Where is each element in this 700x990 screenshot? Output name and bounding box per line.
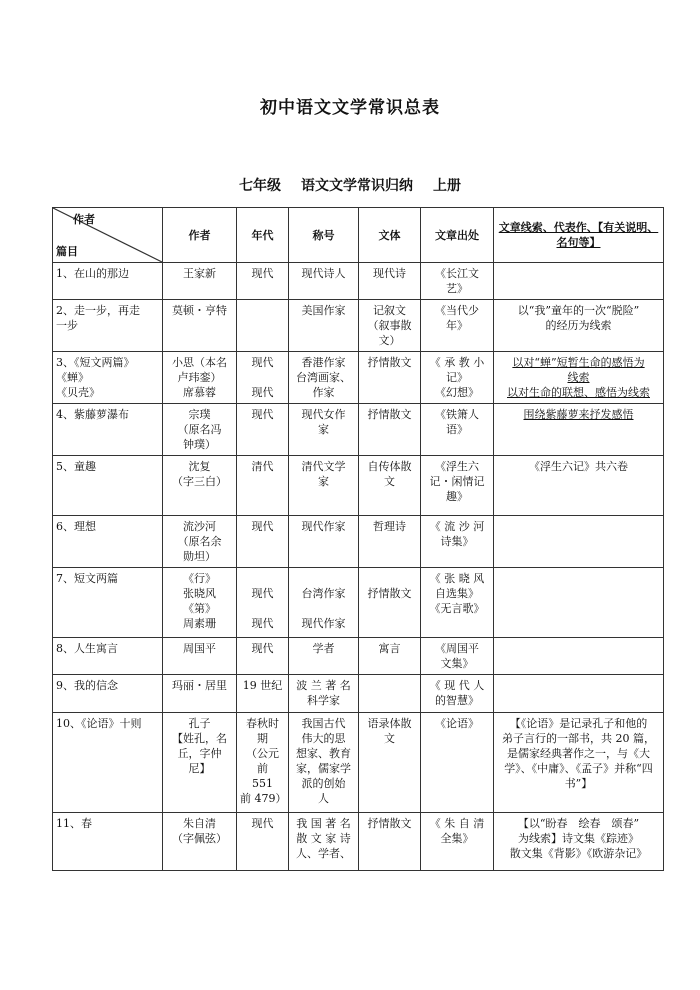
table-row — [53, 675, 664, 713]
cell-era-line: 19 世纪 — [242, 679, 283, 692]
cell-era-line: 现代 — [251, 817, 274, 830]
cell-honor-line — [292, 571, 355, 586]
cell-author-line: 卢玮銮） — [177, 371, 222, 384]
cell-honor — [289, 263, 359, 300]
cell-author-line: 周素珊 — [183, 617, 216, 630]
cell-source-line: 《铁箫人 — [435, 408, 479, 421]
cell-honor-line: 香港作家 — [301, 356, 346, 369]
cell-author-line: 朱自清 — [183, 817, 216, 830]
cell-title-line: 5、童趣 — [56, 460, 96, 473]
cell-era-line: 现代 — [251, 408, 274, 421]
cell-genre-line: 现代诗 — [373, 267, 406, 280]
cell-source-line: 《 朱 自 清 — [429, 817, 485, 830]
cell-author-line: 孔子 — [188, 717, 211, 730]
cell-notes — [494, 568, 664, 638]
cell-honor-line: 清代文学 — [301, 460, 346, 473]
cell-era — [237, 404, 289, 456]
table-header-row — [53, 208, 664, 263]
table-row — [53, 352, 664, 404]
cell-source — [421, 568, 494, 638]
cell-author — [163, 404, 237, 456]
table-body — [53, 263, 664, 871]
cell-era — [237, 263, 289, 300]
cell-era-line: 期 — [257, 732, 268, 745]
cell-author-line: 流沙河 — [183, 520, 216, 533]
cell-genre-line: 文 — [384, 475, 395, 488]
cell-title-line: 一步 — [56, 319, 78, 332]
cell-title — [53, 713, 163, 813]
cell-title-line: 6、理想 — [56, 520, 96, 533]
cell-honor-line: 我国古代 — [301, 717, 346, 730]
cell-source-line: 《当代少 — [435, 304, 479, 317]
cell-notes-line: 【以“盼春 绘春 颂春” — [517, 817, 640, 830]
cell-source-line: 记》 — [446, 371, 468, 384]
cell-honor-line: 人、学者、 — [296, 847, 351, 860]
cell-source-line: 《 流 沙 河 — [429, 520, 485, 533]
table-row — [53, 638, 664, 675]
cell-author — [163, 300, 237, 352]
cell-era-line — [240, 571, 285, 586]
cell-title-line: 11、春 — [56, 817, 92, 830]
cell-author-line: 席慕蓉 — [183, 386, 216, 399]
cell-notes-line: 线索 — [567, 371, 590, 384]
cell-era — [237, 516, 289, 568]
cell-author-line: 王家新 — [183, 267, 216, 280]
cell-notes-line: 《浮生六记》共六卷 — [529, 460, 628, 473]
header-notes: 文章线索、代表作、【有关说明、名句等】 — [494, 208, 664, 263]
cell-era — [237, 568, 289, 638]
cell-source — [421, 713, 494, 813]
cell-source-line: 《 现 代 人 — [429, 679, 485, 692]
cell-author-line: 【姓孔，名 — [172, 732, 227, 745]
cell-honor-line: 波 兰 著 名 — [296, 679, 351, 692]
cell-genre-line: 文 — [384, 732, 395, 745]
cell-title-line: 7、短文两篇 — [56, 572, 118, 585]
cell-era — [237, 675, 289, 713]
cell-era-line: 前 479） — [240, 792, 287, 805]
table-row — [53, 516, 664, 568]
cell-source-line: 记・闲情记 — [429, 475, 485, 488]
cell-honor-line: 美国作家 — [301, 304, 346, 317]
cell-title-line: 3、《短文两篇》 — [56, 356, 135, 369]
cell-author-line: 尼】 — [188, 762, 211, 775]
cell-notes — [494, 404, 664, 456]
cell-era — [237, 713, 289, 813]
cell-source-line: 《论语》 — [435, 717, 479, 730]
cell-notes-line: 散文集《背影》《欧游杂记》 — [509, 847, 648, 860]
cell-author-line: 勋坦） — [183, 550, 216, 563]
cell-author — [163, 516, 237, 568]
cell-honor-line: 科学家 — [307, 694, 340, 707]
cell-notes — [494, 516, 664, 568]
cell-source-line: 文集》 — [440, 657, 474, 670]
corner-label-author: 作者 — [73, 213, 95, 226]
table-row — [53, 713, 664, 813]
cell-source — [421, 352, 494, 404]
cell-source — [421, 638, 494, 675]
cell-author-line: 莫顿・亨特 — [172, 304, 227, 317]
cell-honor-line: 家，儒家学 — [296, 762, 351, 775]
cell-notes — [494, 263, 664, 300]
cell-title — [53, 404, 163, 456]
cell-author-line: 《第》 — [183, 602, 216, 615]
cell-genre — [359, 300, 421, 352]
cell-honor-line: 想家、教育 — [296, 747, 351, 760]
cell-era-line — [240, 601, 285, 616]
cell-title-line: 《贝壳》 — [56, 386, 100, 399]
cell-author-line: 宗璞 — [188, 408, 211, 421]
cell-era-line: 现代 — [251, 587, 274, 600]
cell-notes-line: 【《论语》是记录孔子和他的 — [509, 717, 648, 730]
cell-source — [421, 263, 494, 300]
cell-title-line: 4、紫藤萝瀑布 — [56, 408, 129, 421]
cell-era — [237, 638, 289, 675]
cell-honor-line: 作家 — [312, 386, 335, 399]
cell-source-line: 《 承 教 小 — [429, 356, 485, 369]
cell-honor — [289, 713, 359, 813]
cell-title — [53, 456, 163, 516]
cell-source — [421, 404, 494, 456]
table-row — [53, 300, 664, 352]
cell-source-line: 《浮生六 — [435, 460, 479, 473]
cell-source-line: 全集》 — [440, 832, 474, 845]
cell-genre-line: 抒情散文 — [367, 408, 412, 421]
cell-notes-line: 围绕紫藤萝来抒发感悟 — [523, 408, 634, 421]
cell-honor-line: 我 国 著 名 — [296, 817, 351, 830]
literature-table — [52, 207, 664, 871]
cell-notes-line: 以对生命的联想、感悟为线索 — [507, 386, 650, 399]
cell-honor-line: 学者 — [312, 642, 335, 655]
cell-era-line: 清代 — [251, 460, 274, 473]
cell-author-line: 周国平 — [183, 642, 216, 655]
cell-genre-line: （叙事散 — [367, 319, 412, 332]
cell-title — [53, 638, 163, 675]
document-title: 初中语文文学常识总表 — [260, 98, 440, 118]
subtitle-volume: 上册 — [433, 178, 461, 194]
cell-author-line: （字三白） — [172, 475, 227, 488]
cell-honor-line: 现代作家 — [301, 520, 346, 533]
header-era: 年代 — [237, 208, 289, 263]
cell-notes — [494, 813, 664, 871]
cell-source-line: 诗集》 — [440, 535, 474, 548]
cell-era-line: （公元 — [246, 747, 279, 760]
cell-era-line: 前 — [257, 762, 268, 775]
cell-honor-line: 伟大的思 — [301, 732, 346, 745]
cell-source-line: 年》 — [446, 319, 468, 332]
cell-author — [163, 675, 237, 713]
cell-source-line: 《 张 晓 风 — [429, 572, 485, 585]
cell-honor — [289, 404, 359, 456]
cell-author-line: 张晓风 — [183, 587, 216, 600]
corner-header-cell — [53, 208, 163, 263]
cell-source — [421, 675, 494, 713]
cell-author — [163, 813, 237, 871]
cell-source-line: 《周国平 — [435, 642, 479, 655]
header-author: 作者 — [163, 208, 237, 263]
cell-source — [421, 516, 494, 568]
cell-title-line: 2、走一步，再走 — [56, 304, 140, 317]
cell-notes — [494, 638, 664, 675]
cell-author-line: 小思（本名 — [172, 356, 227, 369]
cell-title — [53, 568, 163, 638]
cell-title-line: 10、《论语》十则 — [56, 717, 142, 730]
cell-honor — [289, 456, 359, 516]
cell-genre — [359, 638, 421, 675]
cell-author-line: 沈复 — [188, 460, 211, 473]
cell-notes-line: 的经历为线索 — [545, 319, 612, 332]
cell-notes-line: 弟子言行的一部书，共 20 篇， — [502, 732, 655, 745]
cell-era — [237, 813, 289, 871]
cell-honor-line: 派的创始 — [301, 777, 346, 790]
cell-source-line: 的智慧》 — [435, 694, 479, 707]
cell-genre — [359, 404, 421, 456]
cell-source — [421, 813, 494, 871]
cell-genre — [359, 713, 421, 813]
cell-honor — [289, 568, 359, 638]
header-genre: 文体 — [359, 208, 421, 263]
cell-honor-line: 家 — [318, 423, 329, 436]
cell-genre-line: 寓言 — [378, 642, 401, 655]
cell-honor-line: 现代女作 — [301, 408, 346, 421]
cell-title — [53, 516, 163, 568]
cell-genre-line: 抒情散文 — [367, 356, 412, 369]
cell-honor — [289, 675, 359, 713]
cell-honor-line: 台湾作家 — [301, 587, 346, 600]
cell-notes-line: 以对“蝉”短暂生命的感悟为 — [512, 356, 645, 369]
cell-era-line: 现代 — [251, 520, 274, 533]
cell-era-line: 现代 — [251, 642, 274, 655]
cell-genre-line: 自传体散 — [367, 460, 412, 473]
cell-genre-line: 抒情散文 — [367, 587, 412, 600]
cell-notes — [494, 675, 664, 713]
cell-source-line: 《无言歌》 — [429, 602, 485, 615]
cell-era-line: 春秋时 — [246, 717, 279, 730]
cell-source-line: 趣》 — [446, 490, 468, 503]
cell-author-line: （字佩弦） — [172, 832, 227, 845]
cell-genre-line: 抒情散文 — [367, 817, 412, 830]
cell-honor-line: 人 — [318, 792, 329, 805]
cell-era-line: 现代 — [251, 267, 274, 280]
cell-honor-line: 现代诗人 — [301, 267, 346, 280]
cell-era-line: 现代 — [251, 617, 274, 630]
subtitle-topic: 语文文学常识归纳 — [301, 178, 413, 194]
cell-genre-line: 语录体散 — [367, 717, 412, 730]
cell-author — [163, 352, 237, 404]
cell-author-line: 《行》 — [183, 572, 216, 585]
cell-genre — [359, 675, 421, 713]
cell-author — [163, 713, 237, 813]
cell-genre-line — [362, 571, 417, 586]
cell-source-line: 自选集》 — [435, 587, 479, 600]
cell-title — [53, 352, 163, 404]
cell-author — [163, 638, 237, 675]
cell-era-line: 现代 — [251, 356, 274, 369]
cell-notes — [494, 456, 664, 516]
cell-genre — [359, 352, 421, 404]
cell-author — [163, 263, 237, 300]
cell-honor-line: 家 — [318, 475, 329, 488]
cell-era — [237, 352, 289, 404]
cell-notes-line: 是儒家经典著作之一，与《大 — [507, 747, 650, 760]
cell-title-line: 9、我的信念 — [56, 679, 118, 692]
cell-title-line: 8、人生寓言 — [56, 642, 118, 655]
cell-honor — [289, 300, 359, 352]
cell-author-line: 丘，字仲 — [177, 747, 222, 760]
cell-genre — [359, 263, 421, 300]
cell-source — [421, 456, 494, 516]
cell-author — [163, 456, 237, 516]
cell-author-line: （原名冯 — [177, 423, 222, 436]
cell-source-line: 艺》 — [446, 282, 468, 295]
document-subtitle — [0, 175, 700, 195]
cell-honor — [289, 638, 359, 675]
cell-notes-line: 为线索】诗文集《踪迹》 — [518, 832, 639, 845]
cell-honor — [289, 516, 359, 568]
cell-source-line: 《幻想》 — [435, 386, 479, 399]
cell-title-line: 《蝉》 — [56, 371, 89, 384]
cell-notes — [494, 300, 664, 352]
table-row — [53, 568, 664, 638]
cell-genre — [359, 516, 421, 568]
cell-title — [53, 813, 163, 871]
cell-genre — [359, 568, 421, 638]
cell-genre-line: 文） — [378, 334, 401, 347]
subtitle-grade: 七年级 — [239, 178, 281, 194]
table-row — [53, 813, 664, 871]
cell-notes-line: 以“我”童年的一次“脱险” — [517, 304, 640, 317]
cell-genre-line: 记叙文 — [373, 304, 406, 317]
cell-honor-line — [292, 601, 355, 616]
cell-honor-line: 散 文 家 诗 — [296, 832, 351, 845]
cell-notes — [494, 713, 664, 813]
table-row — [53, 456, 664, 516]
cell-notes-line: 学》、《中庸》、《孟子》并称“四 — [504, 762, 653, 775]
header-honor: 称号 — [289, 208, 359, 263]
cell-title — [53, 263, 163, 300]
corner-label-title: 篇目 — [56, 245, 78, 258]
header-source: 文章出处 — [421, 208, 494, 263]
cell-genre — [359, 813, 421, 871]
cell-era — [237, 300, 289, 352]
cell-source — [421, 300, 494, 352]
cell-era-line: 现代 — [251, 386, 274, 399]
cell-author — [163, 568, 237, 638]
cell-author-line: 钟璞） — [183, 438, 216, 451]
cell-source-line: 语》 — [446, 423, 468, 436]
cell-genre-line: 哲理诗 — [373, 520, 406, 533]
cell-honor-line: 台湾画家、 — [296, 371, 351, 384]
cell-author-line: 玛丽・居里 — [172, 679, 227, 692]
cell-notes — [494, 352, 664, 404]
cell-era-line — [240, 370, 285, 385]
table-row — [53, 263, 664, 300]
cell-genre — [359, 456, 421, 516]
cell-title-line: 1、在山的那边 — [56, 267, 129, 280]
cell-title — [53, 300, 163, 352]
cell-honor — [289, 352, 359, 404]
cell-title — [53, 675, 163, 713]
cell-era — [237, 456, 289, 516]
cell-source-line: 《长江文 — [435, 267, 479, 280]
cell-honor — [289, 813, 359, 871]
cell-era-line: 551 — [252, 777, 273, 790]
table-row — [53, 404, 664, 456]
cell-notes-line: 书”】 — [564, 777, 593, 790]
cell-author-line: （原名余 — [177, 535, 222, 548]
cell-honor-line: 现代作家 — [301, 617, 346, 630]
